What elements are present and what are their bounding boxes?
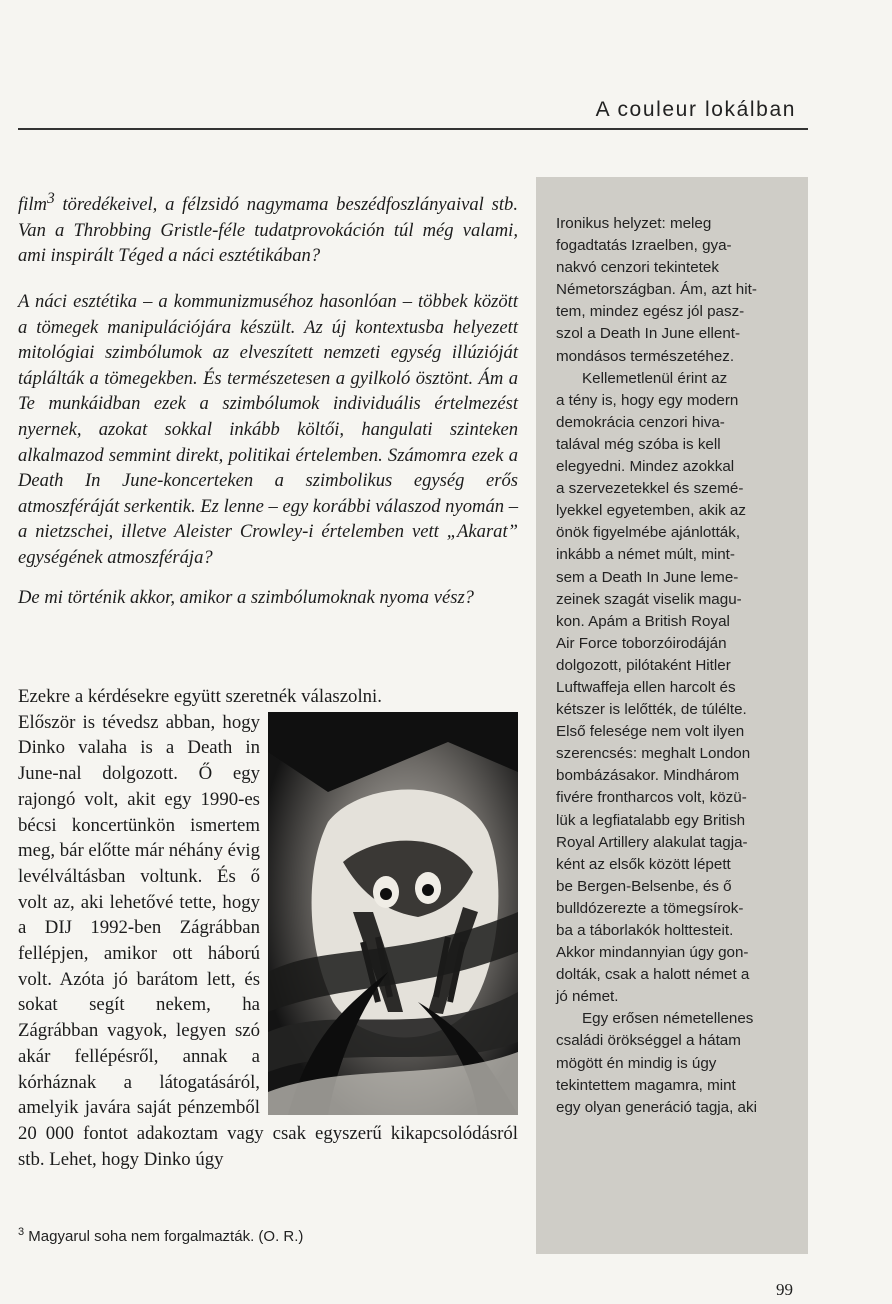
sidebar-line: kon. Apám a British Royal: [556, 612, 730, 630]
sidebar-line: szol a Death In June ellent-: [556, 325, 741, 343]
answer-intro: Ezekre a kérdésekre együtt szeretnék válaszolni.: [18, 686, 382, 707]
sidebar-line: inkább a német múlt, mint-: [556, 546, 735, 564]
sidebar-line: bombázásakor. Mindhárom: [556, 767, 740, 785]
sidebar-line: fivére frontharcos volt, közü-: [556, 789, 747, 807]
sidebar-line: tekintettem magamra, mint: [556, 1076, 736, 1094]
sidebar-line: szerencsés: meghalt London: [556, 745, 751, 763]
sidebar-line: fogadtatás Izraelben, gya-: [556, 237, 732, 255]
sidebar-line: egy olyan generáció tagja, aki: [556, 1098, 757, 1116]
sidebar-line: be Bergen-Belsenbe, és ő: [556, 877, 732, 895]
sidebar-line: demokrácia cenzori hiva-: [556, 413, 725, 431]
running-header: A couleur lokálban: [595, 98, 796, 121]
sidebar-line: mondásos természetéhez.: [556, 347, 735, 365]
sidebar-line: jó német.: [556, 988, 619, 1006]
sidebar-line: tem, mindez egész jól pasz-: [556, 303, 745, 321]
sidebar-line: nakvó cenzori tekintetek: [556, 259, 719, 277]
sidebar-box: [536, 177, 808, 1254]
sidebar-line: Németországban. Ám, azt hit-: [556, 281, 757, 299]
sidebar-line: bulldózerezte a tömegsírok-: [556, 899, 744, 917]
sidebar-line: lyekkel egyetemben, akik az: [556, 502, 746, 520]
page-number: 99: [776, 1280, 793, 1299]
sidebar-line: Egy erősen németellenes: [582, 1010, 754, 1028]
footnote-number: 3: [18, 1226, 25, 1238]
sidebar-line: Első felesége nem volt ilyen: [556, 723, 745, 741]
sidebar-line: családi örökséggel a hátam: [556, 1032, 741, 1050]
sidebar-line: lük a legfiatalabb egy British: [556, 811, 746, 829]
sidebar-line: sem a Death In June leme-: [556, 568, 739, 586]
sidebar-paragraph-2: [556, 368, 792, 1009]
answer-body: Először is tévedsz abban, hogy Dinko valaha is a Death in June-nal dolgozott. Ő egy rajongó volt, akit egy 1990-es bécsi koncertünkön ismertem meg, bár előtte már néhány évig levélváltásban voltunk. És ő volt az, aki lehetővé tette, hogy a DIJ 1992-ben Zágrábban fellépjen, amikor ott háború volt. Azóta jó barátom lett, és sokat segít nekem, ha Zágrábban vagyok, legyen szó akár fellépésről, annak a kórháznak a látogatásáról, amelyik javára saját pénzemből 20 000 fontot adakoztam vagy csak egyszerű kikapcsolódásról stb. Lehet, hogy Dinko úgy: [18, 711, 518, 1170]
sidebar-line: Kellemetlenül érint az: [582, 369, 728, 387]
sidebar-line: kétszer is lelőtték, de túlélte.: [556, 701, 747, 719]
sidebar-line: Air Force toborzóirodáján: [556, 634, 727, 652]
sidebar-paragraph-1: [556, 213, 792, 368]
sidebar-line: a tény is, hogy egy modern: [556, 391, 739, 409]
sidebar-line: talával még szóba is kell: [556, 435, 721, 453]
header-rule: [18, 128, 808, 130]
sidebar-line: dolgozott, pilótaként Hitler: [556, 656, 731, 674]
sidebar-paragraph-3: [556, 1008, 792, 1118]
sidebar-line: ként az elsők között lépett: [556, 855, 731, 873]
sidebar-line: zeinek szagát viselik magu-: [556, 590, 742, 608]
sidebar-line: a szervezetekkel és szemé-: [556, 480, 744, 498]
footnote-text: Magyarul soha nem forgalmazták. (O. R.): [28, 1228, 304, 1245]
footnote: [18, 1226, 303, 1245]
question-paragraph-1: film$^3$ töredékeivel, a félzsidó nagymama beszédfoszlányaival stb. Van a Throbbing Gristle-féle tudatprovokáción túl még valami, ami inspirált Téged a náci esztétikában?: [18, 190, 518, 267]
question-paragraph-2: A náci esztétika – a kommunizmuséhoz hasonlóan – többek között a tömegek manipulációjára készült. Az új kontextusba helyezett mitológiai szimbólumok az elveszített nemzeti egység illúzióját táplálták a tömegekben. És természetesen a gyilkoló ösztönt. Ám a Te munkáidban ezek a szimbólumok individuális értelmezést nyernek, azokat sokkal inkább költői, hangulati szinteken alkalmazod semmint direkt, politikai értelemben. Számomra ezek a Death In June-koncerteken a szimbolikus egység erős atmoszféráját serkentik. Ez lenne – egy korábbi válaszod nyomán – a nietzschei, illetve Aleister Crowley-i értelemben vett „Akarat” egységének atmoszférája?: [18, 291, 518, 568]
sidebar-line: elegyedni. Mindez azokkal: [556, 458, 735, 476]
sidebar-line: dolták, csak a halott német a: [556, 966, 750, 984]
sidebar-line: Ironikus helyzet: meleg: [556, 215, 712, 232]
sidebar-line: Luftwaffeja ellen harcolt és: [556, 678, 736, 696]
sidebar-line: Akkor mindannyian úgy gon-: [556, 944, 749, 962]
photo: [268, 712, 518, 1115]
sidebar-line: ba a táborlakók holttesteit.: [556, 922, 734, 939]
sidebar-line: Royal Artillery alakulat tagja-: [556, 833, 748, 851]
sidebar-line: önök figyelmébe ajánlották,: [556, 524, 741, 542]
sidebar-line: mögött én mindig is úgy: [556, 1054, 717, 1072]
question-paragraph-3: De mi történik akkor, amikor a szimbólumoknak nyoma vész?: [18, 587, 474, 608]
